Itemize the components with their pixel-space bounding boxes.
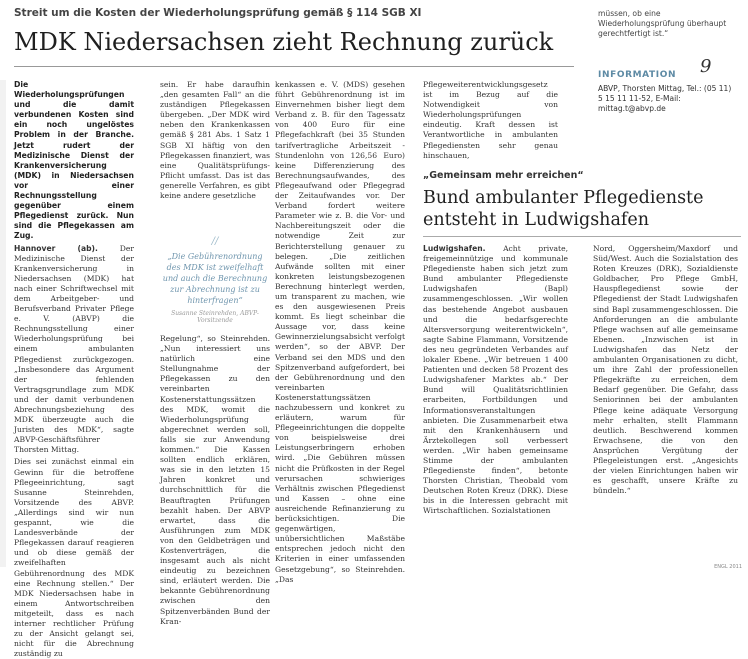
- article-kicker: Streit um die Kosten der Wiederholungsprüfung gemäß § 114 SGB XI: [14, 7, 422, 19]
- body-text: Nord, Oggersheim/Maxdorf und Süd/West. Auch die Sozialstation des Roten Kreuzes (DRK), Sozialdienste Goldbacher, Pro Pflege GmbH, Hauspflegedienst sowie der Pflegedienst der Stadt Ludwigshafen sind Bapl zusammengeschlossen. Die Anforderungen an die ambulante Pflege wachsen auf alle gemeinsame Ebenen. „Inzwischen ist in Ludwigshafen das Netz der ambulanten Organisationen zu dicht, um ihre Zahl der professionellen Pflegekräfte zu erreichen, dem Bedarf gegenüber. Die Gefahr, dass Seniorinnen bei der ambulanten Pflege keine adäquate Versorgung mehr erhalten, stellt Flammann deutlich. Beschwerend kommen Erwachsene, die von den Ansprüchen Vergütung der Pflegeleistungen erst. „Angesichts der vielen Einrichtungen haben wir es geschafft, unsere Kräfte zu bündeln.“: [593, 244, 738, 496]
- article-column-4: [423, 80, 558, 166]
- quote-source: Susanne Steinrehden, ABVP-Vorsitzende: [171, 310, 259, 324]
- article2-column-1: [423, 244, 568, 567]
- info-label: INFORMATION: [598, 70, 677, 80]
- body-text: Dies sei zunächst einmal ein Gewinn für die betroffene Pflegeeinrichtung, sagt Susanne Steinrehden, Vorsitzende des ABVP. „Allerdings sind wir nun gespannt, wie die Landesverbände der Pflegekassen darauf reagieren und ob diese gemäß der zweifelhaften Gebührenordnung des MDK eine Rechnung stellen.“ Der MDK Niedersachsen habe in einem Antwortschreiben mitgeteilt, dass es nach interner rechtlicher Prüfung zu der Ansicht gelangt sei, nicht für die Abrechnung zuständig zu: [14, 457, 134, 659]
- body-paragraph: [14, 244, 134, 456]
- body-text: Pflegeweiterentwicklungsgesetz ist im Bezug auf die Notwendigkeit von Wiederholungsprüfungen eindeutig. Kraft dessen ist Verantwortliche in ambulanten Pflegediensten sehr genau hinschauen,: [423, 80, 558, 160]
- article-column-3: [275, 80, 405, 584]
- headline-rule: [14, 66, 574, 67]
- quote-text: „Die Gebührenordnung des MDK ist zweifelhaft und auch die Berechnung zur Abrechnung ist zu hinterfragen“: [162, 252, 268, 305]
- article2-column-2: [593, 244, 738, 567]
- info-contact: ABVP, Thorsten Mittag, Tel.: (05 11) 5 15 11 11-52, E-Mail: mittag.t@abvp.de: [598, 84, 732, 113]
- body-text: Regelung“, so Steinrehden. „Nun interessiert uns natürlich eine Stellungnahme der Pflegekassen zu den vereinbarten Kostenerstattungssätzen des MDK, womit die Wiederholungsprüfung abgerechnet werden soll, falls sie zur Anwendung kommen.“ Die Kassen sollten endlich erklären, was sie in den letzten 15 Jahren konkret und durchschnittlich für die Beauftragten Prüfungen bezahlt haben. Der ABVP erwartet, dass die Ausführungen zum MDK von den Geldbeträgen und Kostenverträgen, die insgesamt auch als nicht eindeutig zu bezeichnen sind, erläutert werden. Die bekannte Gebührenordnung zwischen den Spitzenverbänden Bund der Kran-: [160, 334, 270, 626]
- article2-kicker: „Gemeinsam mehr erreichen“: [423, 170, 584, 181]
- page-credit: ENGL 2011: [714, 564, 742, 570]
- article-headline: MDK Niedersachsen zieht Rechnung zurück: [14, 28, 554, 56]
- body-text: sein. Er habe daraufhin „den gesamten Fall“ an die zuständigen Pflegekassen übergeben. „Der MDK wird neben den Krankenkassen gemäß § 281 Abs. 1 Satz 1 SGB XI häftig von den Pflegekassen finanziert, was eine Qualitätsprüfungs-Pflicht umfasst. Das ist das generelle Verfahren, es gibt keine andere gesetzliche: [160, 80, 270, 201]
- quote-mark: //: [211, 236, 219, 247]
- body-paragraph: [423, 244, 568, 517]
- handwritten-page-number: 9: [700, 56, 712, 77]
- body-text: kenkassen e. V. (MDS) gesehen führt Gebührenordnung ist im Einvernehmen bisher liegt dem Verband z. B. für den Tagessatz von 400 Euro für eine Pflegefachkraft (bei 35 Stunden tarifvertragliche Arbeitszeit - Stundenlohn von 126,56 Euro) keine Differenzierung des Berechnungsaufwandes, des Pflegeaufwand oder Pflegegrad der Zeitaufwandes vor. Der Verband fordert weitere Parameter wie z. B. die Vor- und Nachbereitungszeit oder die notwendige Zeit zur Berichterstellung genauer zu belegen. „Die zeitlichen Aufwände sollten mit einer konkreten leistungsbezogenen Berechnung hinterlegt werden, um transparent zu machen, wie es den ausgewiesenen Preis kommt. Es liegt scheinbar die Aussage vor, dass keine Gewinnerzielungsabsicht verfolgt werden“, so der ABVP. Der Verband sei den MDS und den Spitzenverband aufgefordert, bei der Gebührenordnung und den vereinbarten Kostenerstattungssätzen nachzubessern und konkret zu erläutern, warum für Pflegeeinrichtungen die doppelte von beispielsweise drei Leistungserbringern erhoben wird. „Die Gebühren müssen nicht die Prüfkosten in der Regel verursachen schwieriges Verhältnis zwischen Pflegedienst und Kassen – ohne eine ausreichende Refinanzierung zu berücksichtigen. Die gegenwärtigen, unübersichtlichen Maßstäbe entsprechen jedoch nicht den Kriterien in einer umfassenden Gesetzgebung“, so Steinrehden. „Das: [275, 80, 405, 584]
- article-column-1: [14, 80, 134, 659]
- body-text: Der Medizinische Dienst der Krankenversicherung in Niedersachsen (MDK) hat nach einer Schriftwechsel mit dem Arbeitgeber- und Berufsverband Privater Pflege e. V. (ABVP) die Rechnungsstellung einer Wiederholungsprüfung bei einem ambulanten Pflegedienst zurückgezogen. „Insbesondere das Argument der fehlenden Vertragsgrundlage zum MDK und der damit verbundenen Abrechnungsbeziehung des MDK überzeugte auch die Juristen des MDK“, sagte ABVP-Geschäftsführer Thorsten Mittag.: [14, 243, 134, 455]
- article-lead: Die Wiederholungsprüfungen und die damit verbundenen Kosten sind ein noch ungelöstes Problem in der Branche. Jetzt rudert der Medizinische Dienst der Krankenversicherung (MDK) in Niedersachsen vor einer Rechnungsstellung gegenüber einem Pflegedienst zurück. Nun sind die Pflegekassen am Zug.: [14, 80, 134, 241]
- page-gutter: [0, 80, 6, 567]
- dateline: Hannover (ab).: [14, 243, 98, 253]
- article2-headline: Bund ambulanter Pflegedienste entsteht in Ludwigshafen: [423, 188, 704, 230]
- body-paragraph: [14, 457, 134, 659]
- body-text: Acht private, freigemeinnützige und kommunale Pflegedienste haben sich jetzt zum Bund ambulanter Pflegedienste Ludwigshafen (Bapl) zusammengeschlossen. „Wir wollen das bestehende Angebot ausbauen und die bedarfsgerechte Altersversorgung weiterentwickeln“, sagte Sabine Flammann, Vorsitzende des neu gegründeten Verbandes auf lokaler Ebene. „Wir betreuen 1 400 Patienten und decken 58 Prozent des Ludwigshafener Marktes ab.“ Der Bund will Qualitätsrichtlinien erarbeiten, Fortbildungen und Informationsveranstaltungen anbieten. Die Zusammenarbeit etwa mit den Krankenhäusern und Ärztekollegen soll verbessert werden. „Wir haben gemeinsame Stimme der ambulanten Pflegedienste finden“, betonte Thorsten Christian, Theobald vom Deutschen Roten Kreuz (DRK). Diese bis in die Interessen gebracht mit Wirtschaftlichen. Sozialstationen: [423, 244, 568, 516]
- article-continuation: müssen, ob eine Wiederholungsprüfung überhaupt gerechtfertigt ist.“: [598, 9, 727, 38]
- article2-rule: [423, 236, 741, 237]
- article-column-2-continued: [160, 334, 270, 626]
- pull-quote: [160, 236, 270, 326]
- dateline: Ludwigshafen.: [423, 244, 486, 253]
- article-column-2: [160, 80, 270, 230]
